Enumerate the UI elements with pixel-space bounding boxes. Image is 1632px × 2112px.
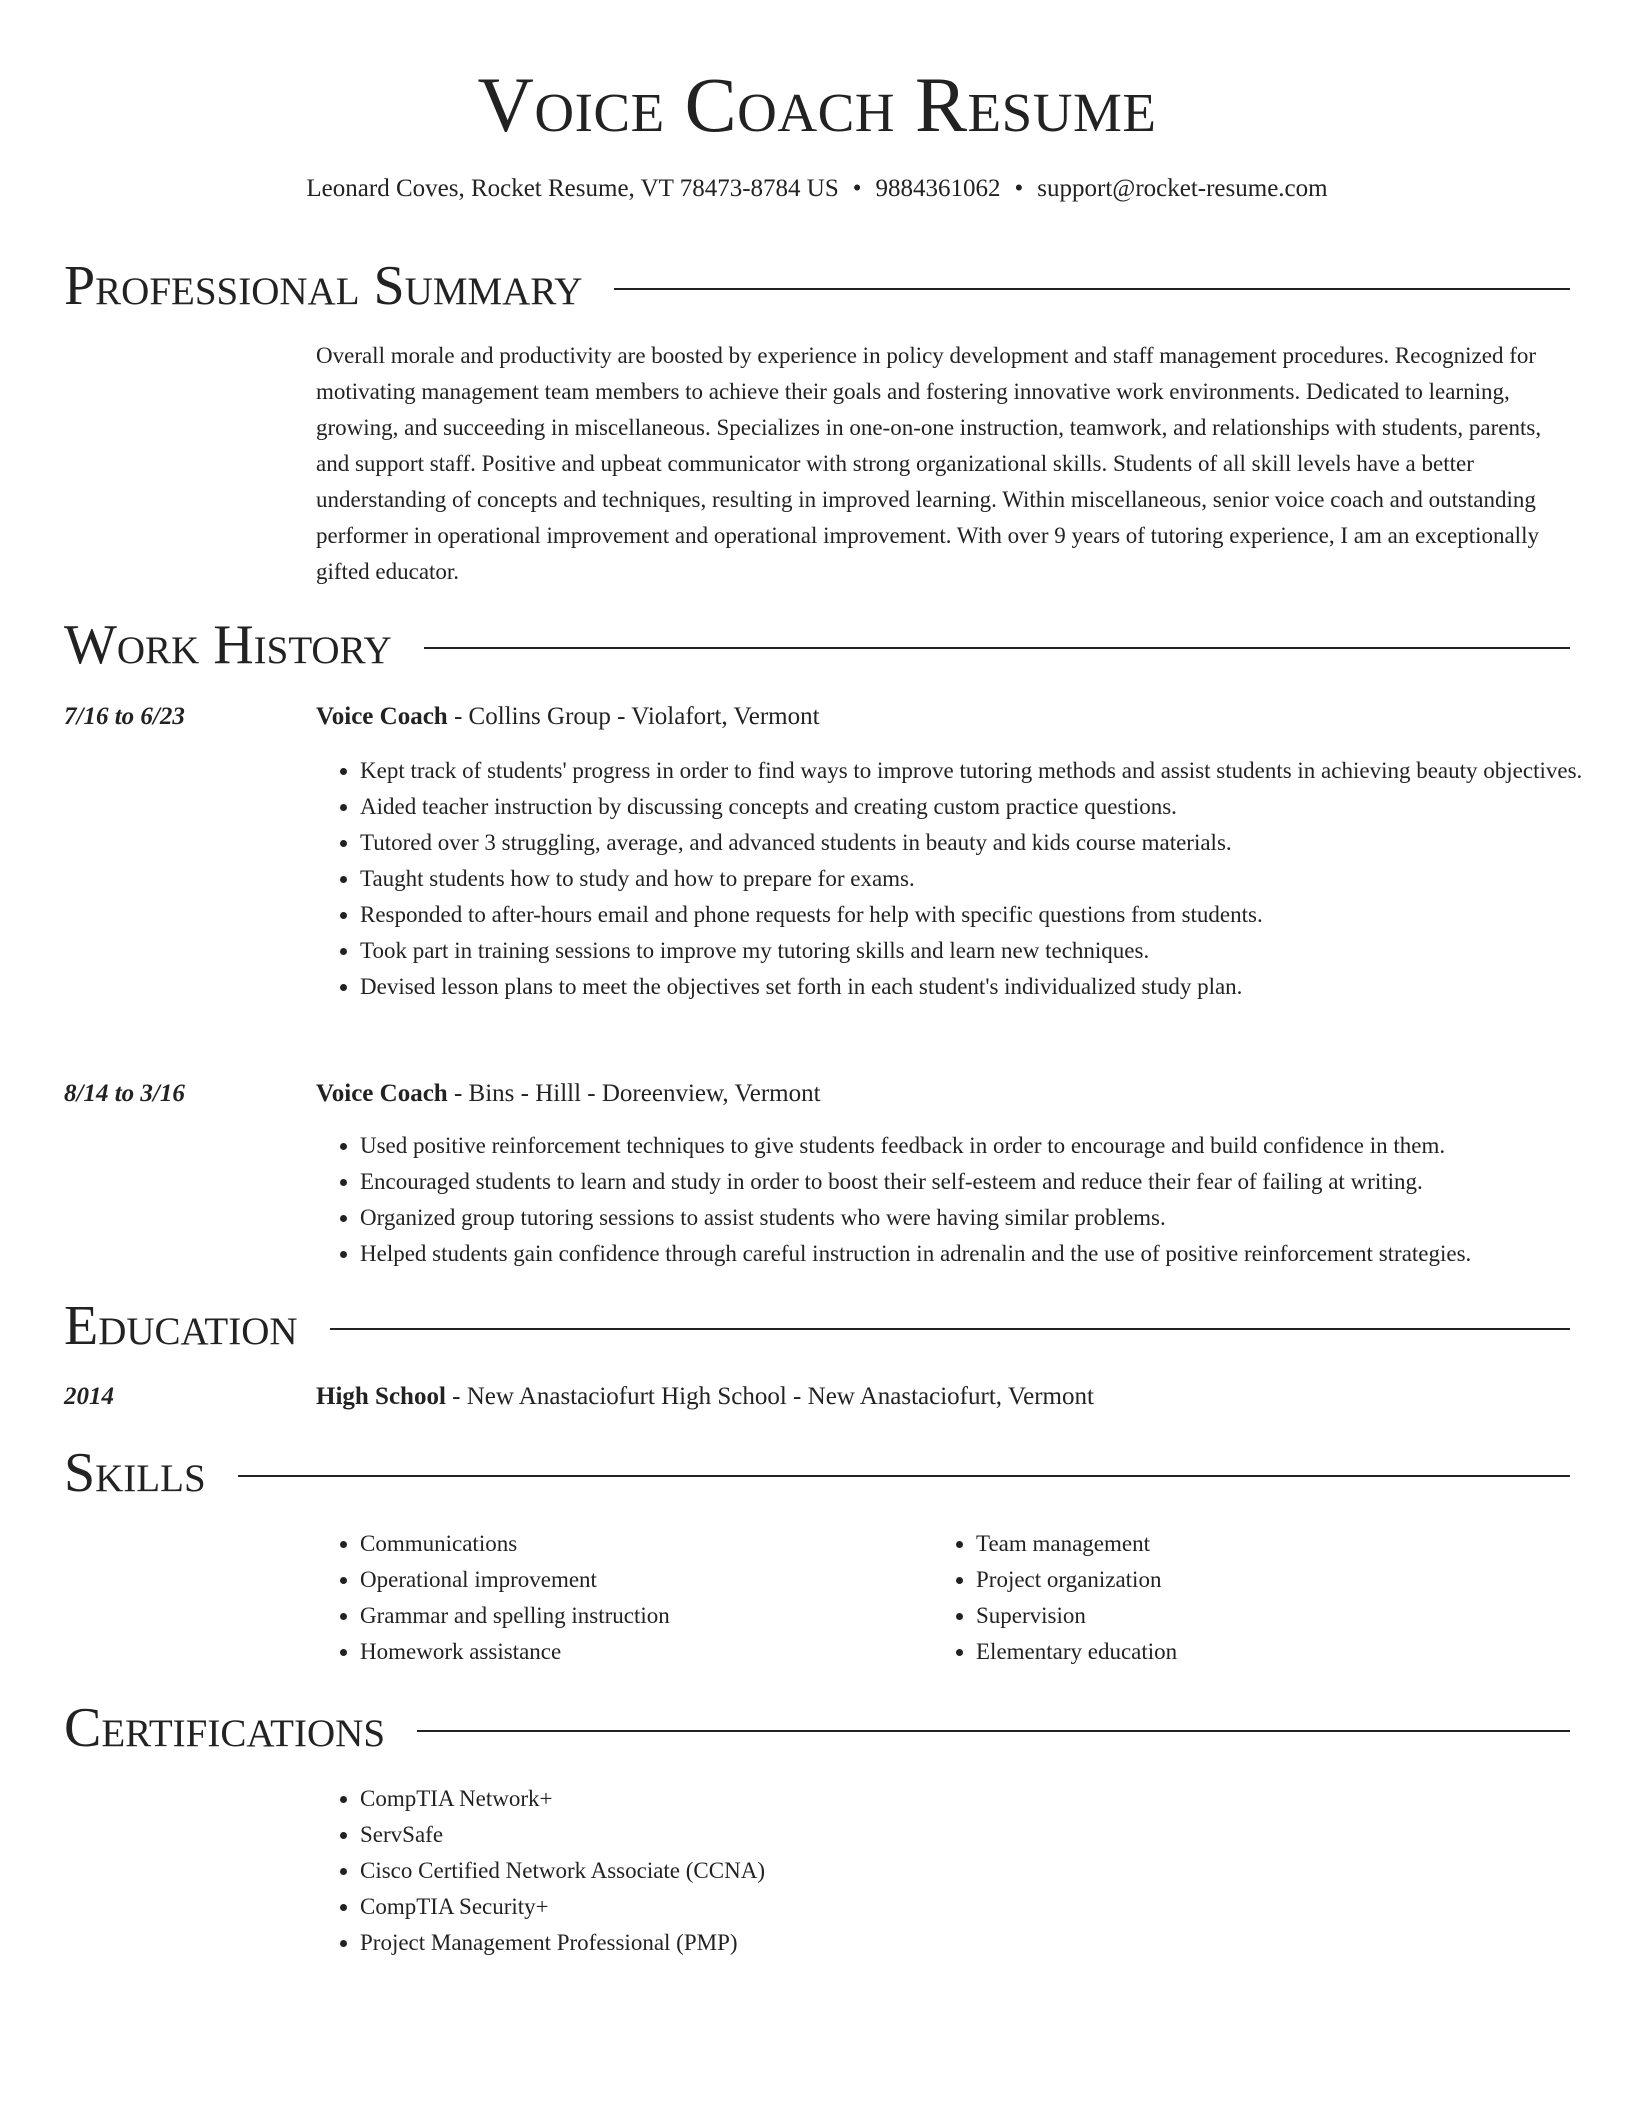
section-header-summary xyxy=(64,254,1570,318)
section-header-skills xyxy=(64,1441,1570,1505)
list-item: • Supervision xyxy=(976,1598,1576,1634)
list-item: • Responded to after-hours email and phone requests for help with specific questions from students. xyxy=(360,897,1614,933)
job-heading xyxy=(316,1077,821,1111)
certifications-list xyxy=(316,1781,1614,1961)
section-divider xyxy=(417,1730,1570,1732)
list-item: • Devised lesson plans to meet the objectives set forth in each student's individualized study plan. xyxy=(360,969,1614,1005)
list-item: • Cisco Certified Network Associate (CCNA) xyxy=(360,1853,1614,1889)
resume-title: Voice Coach Resume xyxy=(477,61,1157,148)
list-item: • Homework assistance xyxy=(360,1634,960,1670)
list-item: • Taught students how to study and how to prepare for exams. xyxy=(360,861,1614,897)
list-item: • Tutored over 3 struggling, average, and advanced students in beauty and kids course materials. xyxy=(360,825,1614,861)
education-school-location: - New Anastaciofurt High School - New Anastaciofurt, Vermont xyxy=(445,1383,1094,1410)
skills-list-left xyxy=(316,1526,960,1670)
job-dates: 7/16 to 6/23 xyxy=(64,703,185,730)
contact-address: Leonard Coves, Rocket Resume, VT 78473-8784 US xyxy=(306,175,839,202)
section-divider xyxy=(330,1328,1570,1330)
section-header-certifications xyxy=(64,1696,1570,1760)
list-item: • Aided teacher instruction by discussing concepts and creating custom practice questions. xyxy=(360,789,1614,825)
list-item: • ServSafe xyxy=(360,1817,1614,1853)
skills-list-right xyxy=(932,1526,1576,1670)
summary-text: Overall morale and productivity are boosted by experience in policy development and staff management procedures. Recognized for motivating management team members to achieve their goals and fostering innovative work environments. Dedicated to learning, growing, and succeeding in miscellaneous. Specializes in one-on-one instruction, teamwork, and relationships with students, parents, and support staff. Positive and upbeat communicator with strong organizational skills. Students of all skill levels have a better understanding of concepts and techniques, resulting in improved learning. Within miscellaneous, senior voice coach and outstanding performer in operational improvement and operational improvement. With over 9 years of tutoring experience, I am an exceptionally gifted educator. xyxy=(316,343,1542,584)
section-divider xyxy=(614,288,1570,290)
education-year: 2014 xyxy=(64,1383,114,1410)
list-item: • Team management xyxy=(976,1526,1576,1562)
job-duties-list xyxy=(316,1128,1614,1272)
job-employer-location: - Collins Group - Violafort, Vermont xyxy=(447,703,820,730)
list-item: • Operational improvement xyxy=(360,1562,960,1598)
contact-line xyxy=(64,172,1570,206)
list-item: • Took part in training sessions to improve my tutoring skills and learn new techniques. xyxy=(360,933,1614,969)
job-employer-location: - Bins - Hilll - Doreenview, Vermont xyxy=(447,1080,821,1107)
job-heading xyxy=(316,700,820,734)
section-header-education xyxy=(64,1294,1570,1358)
section-divider xyxy=(238,1475,1570,1477)
list-item: • Elementary education xyxy=(976,1634,1576,1670)
list-item: • Used positive reinforcement techniques to give students feedback in order to encourage and build confidence in them. xyxy=(360,1128,1614,1164)
list-item: • Project organization xyxy=(976,1562,1576,1598)
list-item: • CompTIA Security+ xyxy=(360,1889,1614,1925)
section-header-work-history xyxy=(64,613,1570,677)
list-item: • Organized group tutoring sessions to assist students who were having similar problems. xyxy=(360,1200,1614,1236)
job-duties-list xyxy=(316,753,1614,1005)
section-title-education: Education xyxy=(64,1295,298,1357)
job-title: Voice Coach xyxy=(316,1080,448,1107)
list-item: • Project Management Professional (PMP) xyxy=(360,1925,1614,1961)
section-title-skills: Skills xyxy=(64,1442,206,1504)
contact-email: support@rocket-resume.com xyxy=(1037,175,1328,202)
list-item: • Grammar and spelling instruction xyxy=(360,1598,960,1634)
section-divider xyxy=(424,647,1570,649)
section-title-summary: Professional Summary xyxy=(64,255,583,317)
list-item: • Communications xyxy=(360,1526,960,1562)
list-item: • Encouraged students to learn and study in order to boost their self-esteem and reduce their fear of failing at writing. xyxy=(360,1164,1614,1200)
job-title: Voice Coach xyxy=(316,703,448,730)
education-heading xyxy=(316,1380,1094,1414)
section-title-work-history: Work History xyxy=(64,614,392,676)
contact-separator: • xyxy=(852,175,862,202)
list-item: • Helped students gain confidence through careful instruction in adrenalin and the use of positive reinforcement strategies. xyxy=(360,1236,1614,1272)
contact-separator: • xyxy=(1014,175,1024,202)
list-item: • Kept track of students' progress in order to find ways to improve tutoring methods and assist students in achieving beauty objectives. xyxy=(360,753,1614,789)
section-title-certifications: Certifications xyxy=(64,1697,386,1759)
list-item: • CompTIA Network+ xyxy=(360,1781,1614,1817)
job-dates: 8/14 to 3/16 xyxy=(64,1080,185,1107)
education-degree: High School xyxy=(316,1383,446,1410)
contact-phone: 9884361062 xyxy=(875,175,1001,202)
